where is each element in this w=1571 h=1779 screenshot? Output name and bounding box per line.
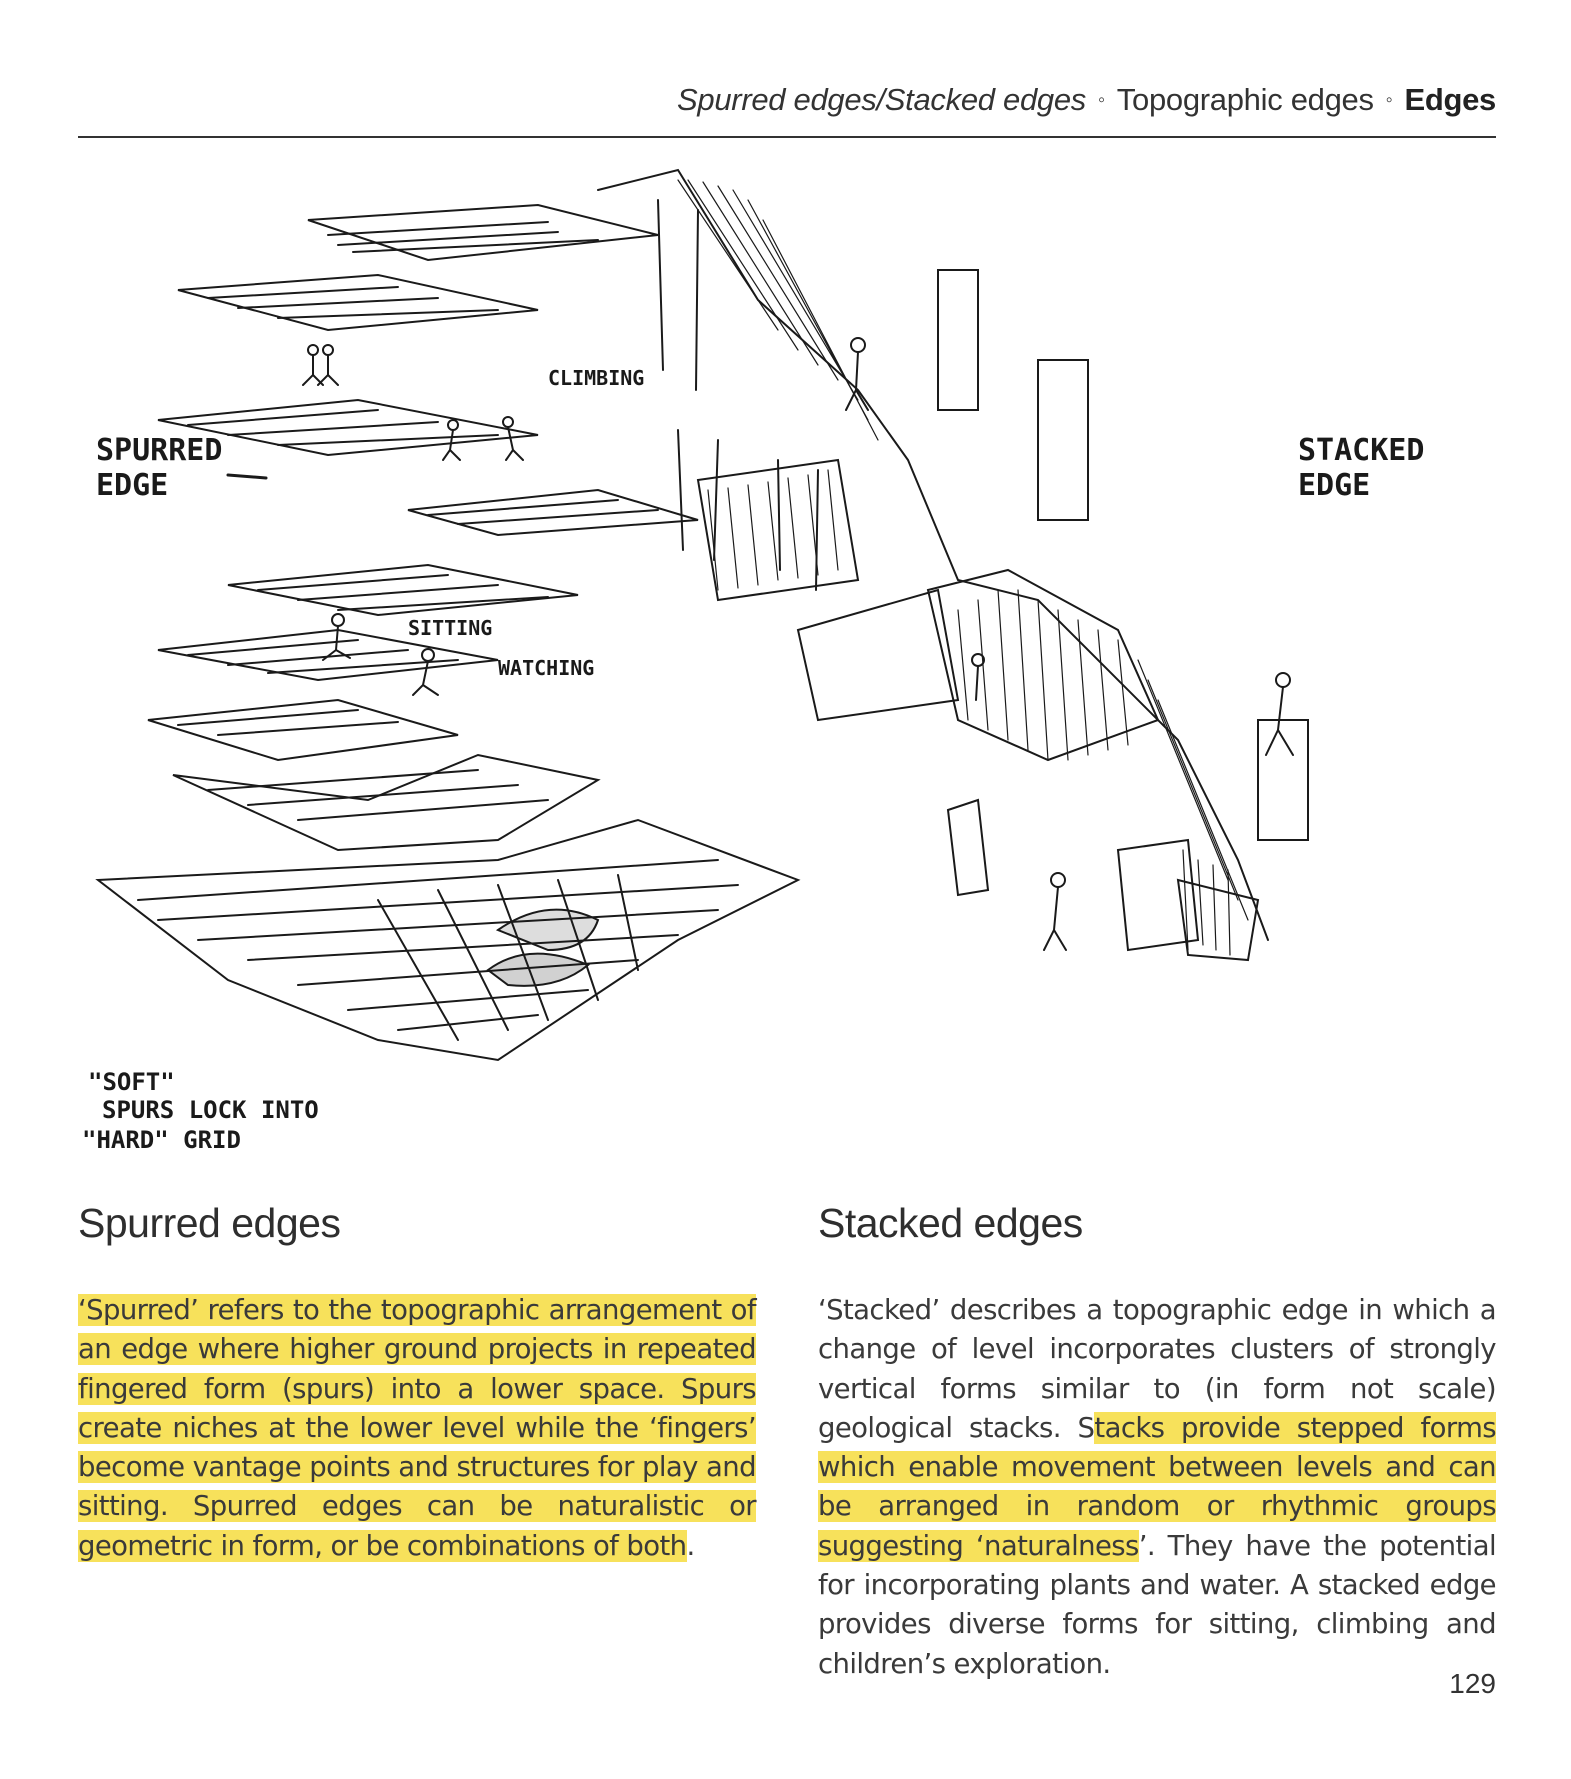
spur-platform bbox=[228, 565, 578, 615]
hard-grid bbox=[98, 820, 798, 1060]
separator-icon: ◦ bbox=[1385, 89, 1393, 111]
heading-spurred-edges: Spurred edges bbox=[78, 1200, 341, 1246]
heading-stacked-edges: Stacked edges bbox=[818, 1200, 1083, 1246]
label-soft: "SOFT" bbox=[88, 1068, 175, 1096]
sketch-illustration bbox=[78, 160, 1496, 1170]
spur-platform bbox=[308, 205, 658, 260]
body-text: . bbox=[686, 1529, 695, 1562]
page-number: 129 bbox=[1449, 1668, 1496, 1699]
figure-sketch bbox=[303, 345, 523, 695]
body-stacked-edges bbox=[818, 1291, 1496, 1684]
label-spurred: SPURRED bbox=[96, 433, 223, 468]
label-spurred-edge: EDGE bbox=[96, 468, 169, 503]
running-head-subchapter: Topographic edges bbox=[1116, 82, 1374, 117]
body-text: ’. They have the potential for incorporating plants and water. A stacked edge provides diverse forms for sitting, climbing and children’s exploration. bbox=[818, 1529, 1497, 1680]
highlighted-text: tacks provide stepped forms which enable movement between levels and can be arranged in random or rhythmic groups suggesting ‘naturalness bbox=[818, 1411, 1496, 1562]
hatching bbox=[678, 180, 1248, 955]
label-hard-grid: "HARD" GRID bbox=[82, 1126, 241, 1154]
label-sitting: SITTING bbox=[408, 616, 493, 640]
label-stacked-edge: EDGE bbox=[1298, 468, 1371, 503]
separator-icon: ◦ bbox=[1098, 89, 1105, 111]
stacked-edge-drawing bbox=[598, 170, 1308, 960]
label-stacked: STACKED bbox=[1298, 433, 1425, 468]
spur-platform bbox=[408, 490, 698, 535]
running-head bbox=[78, 82, 1496, 118]
spur-platform bbox=[148, 700, 458, 760]
label-watching: WATCHING bbox=[498, 656, 595, 680]
highlighted-text: ‘Spurred’ refers to the topographic arrangement of an edge where higher ground projects in repeated fingered form (spurs) into a lower space. Spurs create niches at the lower level while the ‘fingers’ become vantage points and structures for play and sitting. Spurred edges can be naturalistic or geometric in form, or be combinations of both bbox=[78, 1294, 756, 1562]
body-spurred-edges bbox=[78, 1291, 756, 1566]
running-head-chapter: Edges bbox=[1404, 82, 1496, 117]
spur-platform bbox=[178, 275, 538, 330]
column-spurred-edges bbox=[78, 1200, 756, 1566]
header-rule bbox=[78, 136, 1496, 138]
label-spurs-lock: SPURS LOCK INTO bbox=[102, 1096, 319, 1124]
label-climbing: CLIMBING bbox=[548, 366, 645, 390]
running-head-section: Spurred edges/Stacked edges bbox=[677, 82, 1086, 117]
figure-sketch bbox=[846, 338, 1293, 950]
column-stacked-edges bbox=[818, 1200, 1496, 1684]
body-text: ‘Stacked’ describes a topographic edge in which a change of level incorporates clusters of strongly vertical forms similar to (in form not scale) geological stacks. S bbox=[818, 1294, 1496, 1444]
spur-platform bbox=[173, 755, 598, 850]
